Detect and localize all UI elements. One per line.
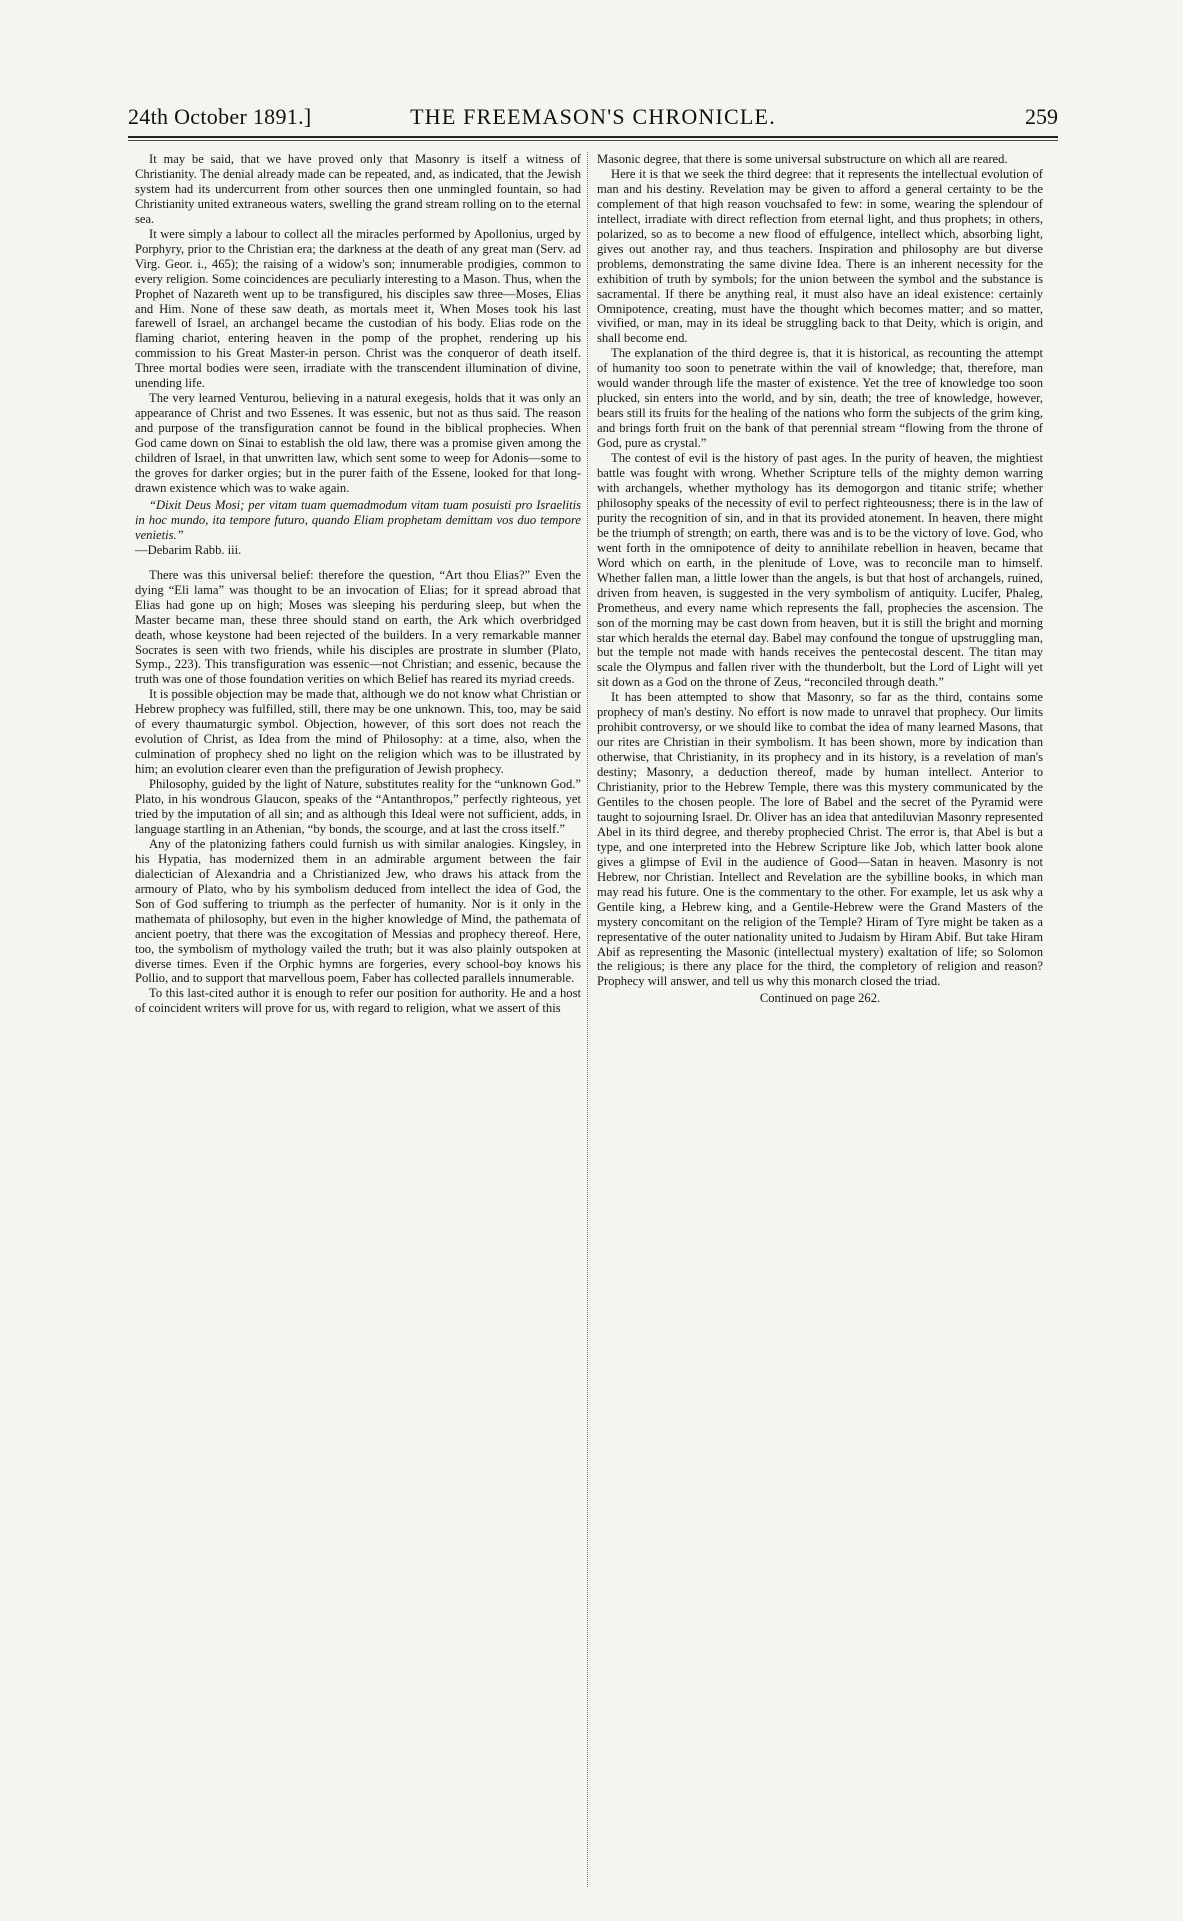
paragraph: The explanation of the third degree is, that it is historical, as recounting the attempt of humanity too soon to penetrate within the vail of knowledge; that, therefore, man would wander through life the master of existence. Yet the tree of knowledge too soon plucked, sin enters into the world, and by sin, death; the tree of knowledge, however, bears still its fruits for the healing of the nations who form the subjects of the grim king, and brings forth fruit on the bank of that perennial stream “flowing from the throne of God, pure as crystal.”: [597, 346, 1043, 451]
paragraph: Philosophy, guided by the light of Nature, substitutes reality for the “unknown God.” Plato, in his wondrous Glaucon, speaks of the “Antanthropos,” perfectly righteous, yet tried by the imputation of all sin; and as although this Ideal were not sufficient, adds, in language startling in an Athenian, “by bonds, the scourge, and at last the cross itself.”: [135, 777, 581, 836]
masthead-rule-thin: [128, 140, 1058, 141]
paragraph: Any of the platonizing fathers could furnish us with similar analogies. Kingsley, in his Hypatia, has modernized them in an admirable argument between the fair dialectician of Alexandria and a Christianized Jew, who draws his attack from the armoury of Plato, who by his symbolism deduced from intellect the idea of God, the Son of God suffering to triumph as the perfecter of humanity. Nor is it only in the mathemata of philosophy, but even in the higher knowledge of Mind, the pathemata of ancient poetry, that there was the excogitation of Messias and prophecy thereof. Here, too, the symbolism of mythology vailed the truth; but it was also plainly outspoken at diverse times. Even if the Orphic hymns are forgeries, every school-boy knows his Pollio, and to support that marvellous poem, Faber has collected parallels innumerable.: [135, 836, 581, 986]
left-column: [135, 152, 581, 1887]
paragraph: There was this universal belief: therefore the question, “Art thou Elias?” Even the dying “Eli lama” was thought to be an invocation of Elias; for it spread abroad that Elias had gone up on high; Moses was sleeping his perduring sleep, but when the Master became man, these three should stand on earth, the Ark which overbridged death, whose keystone had been rejected of the builders. In a very remarkable manner Socrates is seen with two friends, while his disciples are prostrate in slumber (Plato, Symp., 223). This transfiguration was essenic—not Christian; and essenic, because the truth was one of those foundation verities on which Belief has reared its myriad creeds.: [135, 567, 581, 687]
paragraph: It were simply a labour to collect all the miracles performed by Apollonius, urged by Porphyry, prior to the Christian era; the darkness at the death of any great man (Serv. ad Virg. Geor. i., 465); the raising of a widow's son; innumerable prodigies, common to every religion. Some coincidences are peculiarly interesting to a Mason. Thus, when the Prophet of Nazareth went up to be transfigured, his disciples saw three—Moses, Elias and Him. None of these saw death, as mortals meet it, When Moses took his last farewell of Israel, an archangel became the custodian of his body. Elias rode on the flaming chariot, entering heaven in the pomp of the prophet, rendering up his commission to his Great Master-in person. Christ was the conqueror of death itself. Three mortal bodies were seen, irradiate with the transcendent illumination of divine, unending life.: [135, 226, 581, 391]
paragraph: Here it is that we seek the third degree: that it represents the intellectual evolution of man and his destiny. Revelation may be given to afford a general certainty to be the complement of that high reason vouchsafed to few: in some, wearing the splendour of intellect, irradiate with direct reflection from eternal light, and thus prophets; in others, polarized, so as to become a new flood of effulgence, intellect which, absorbing light, gives out another ray, and thus teachers. Inspiration and philosophy are but diverse problems, demonstrating the same divine Idea. There is an inherent necessity for the exhibition of truth by symbols; for the union between the symbol and the substance is sacramental. If there be anything real, it must also have an ideal existence: certainly Omnipotence, creating, must have the thought which becomes matter; and so matter, vivified, or man, may in its ideal be struggling back to that Deity, which is origin, and shall become end.: [597, 166, 1043, 346]
paragraph: Masonic degree, that there is some universal substructure on which all are reared.: [597, 152, 1008, 166]
issue-date: 24th October 1891.]: [128, 104, 312, 129]
column-divider: [587, 152, 588, 1887]
page-number: 259: [1025, 104, 1058, 129]
paragraph: It has been attempted to show that Masonry, so far as the third, contains some prophecy of man's destiny. No effort is now made to unravel that prophecy. Our limits prohibit controversy, or we should like to combat the idea of many learned Masons, that our rites are Christian in their symbolism. It has been shown, more by indication than otherwise, that Christianity, in its prophecy and in its history, is a revelation of man's destiny; Masonry, a deduction thereof, made by human intellect. Anterior to Christianity, prior to the Hebrew Temple, there was this mystery communicated by the Gentiles to the chosen people. The lore of Babel and the secret of the Pyramid were taught to sojourning Israel. Dr. Oliver has an idea that antediluvian Masonry represented Abel in its third degree, and thereby prophecied Christ. The error is, that Abel is but a type, and one interpreted into the Hebrew Scripture like Job, which latter book alone gives a glimpse of Evil in the audience of Good—Satan in heaven. Masonry is not Hebrew, nor Christian. Intellect and Revelation are the sybilline books, in which man may read his future. One is the commentary to the other. For example, let us ask why a Gentile king, a Hebrew king, and a Gentile-Hebrew were the Grand Masters of the mystery concomitant on the religion of the Temple? Hiram of Tyre might be taken as a representative of the outer nationality united to Judaism by Hiram Abif. But take Hiram Abif as representing the Masonic (intellectual mystery) exaltation of life; so Solomon the religious; is there any place for the third, the completory of religion and reason? Prophecy will answer, and tell us why this monarch closed the triad.: [597, 690, 1043, 989]
quotation-citation: —Debarim Rabb. iii.: [135, 542, 242, 557]
continued-note: Continued on page 262.: [759, 991, 881, 1006]
paragraph: The contest of evil is the history of past ages. In the purity of heaven, the mightiest battle was fought with wrong. Whether Scripture tells of the mighty demon warring with archangels, whether mythology has its demogorgon and titanic strife; whether philosophy speaks of the necessity of evil to perfect righteousness; there is in the law of purity the recognition of sin, and in that its provided atonement. In heaven, there might be the triumph of strength; on earth, there was and is to be the victory of love. God, who went forth in the omnipotence of deity to annihilate rebellion in heaven, became that Word which on earth, in the plenitude of Love, was to reconcile man to himself. Whether fallen man, a little lower than the angels, is but that host of archangels, ruined, driven from heaven, is suggested in the very symbolism of antiquity. Lucifer, Phaleg, Prometheus, and every name which represents the fall, prophecies the ascension. The son of the morning may be cast down from heaven, but it is still the bright and morning star which heralds the eternal day. Babel may confound the tongue of upstruggling man, but the temple not made with hands receives the pentecostal descent. The titan may scale the Olympus and fallen river with the thunderbolt, but the Lord of Light will yet sit down as a God on the throne of Zeus, “reconciled through death.”: [597, 451, 1043, 690]
latin-quotation: “Dixit Deus Mosi; per vitam tuam quemadmodum vitam tuam posuisti pro Israelitis in hoc mundo, ita tempore futuro, quando Eliam prophetam demittam vos duo tempore venietis.”: [135, 497, 581, 542]
paragraph: The very learned Venturou, believing in a natural exegesis, holds that it was only an appearance of Christ and two Essenes. It was essenic, but not as thus said. The reason and purpose of the transfiguration cannot be found in the biblical prophecies. When God came down on Sinai to establish the old law, there was a promise given among the children of Israel, in that unwritten law, which sent some to weep for Adonis—some to the groves for darker orgies; but in the purer faith of the Essene, looked for that long-drawn existence which was to wake again.: [135, 391, 581, 495]
masthead-rule: [128, 136, 1058, 138]
publication-title: THE FREEMASON'S CHRONICLE.: [410, 104, 776, 129]
paragraph: It is possible objection may be made that, although we do not know what Christian or Hebrew prophecy was fulfilled, still, there may be one unknown. This, too, may be said of every thaumaturgic symbol. Objection, however, of this sort does not reach the evolution of Christ, as Idea from the mind of Philosophy: at a time, also, when the culmination of prophecy shed no light on the religion which was to be illustrated by him; an evolution clearer even than the prefiguration of Jewish prophecy.: [135, 687, 581, 777]
right-column: [597, 152, 1043, 1887]
paragraph: To this last-cited author it is enough to refer our position for authority. He and a host of coincident writers will prove for us, with regard to religion, what we assert of this: [135, 986, 581, 1016]
masthead: [128, 100, 1058, 136]
paragraph: It may be said, that we have proved only that Masonry is itself a witness of Christianity. The denial already made can be repeated, and, as indicated, that the Jewish system had its undercurrent from other sources then one unmingled fountain, so had Christianity united extraneous waters, swelling the grand stream rolling on to the eternal sea.: [135, 152, 581, 226]
